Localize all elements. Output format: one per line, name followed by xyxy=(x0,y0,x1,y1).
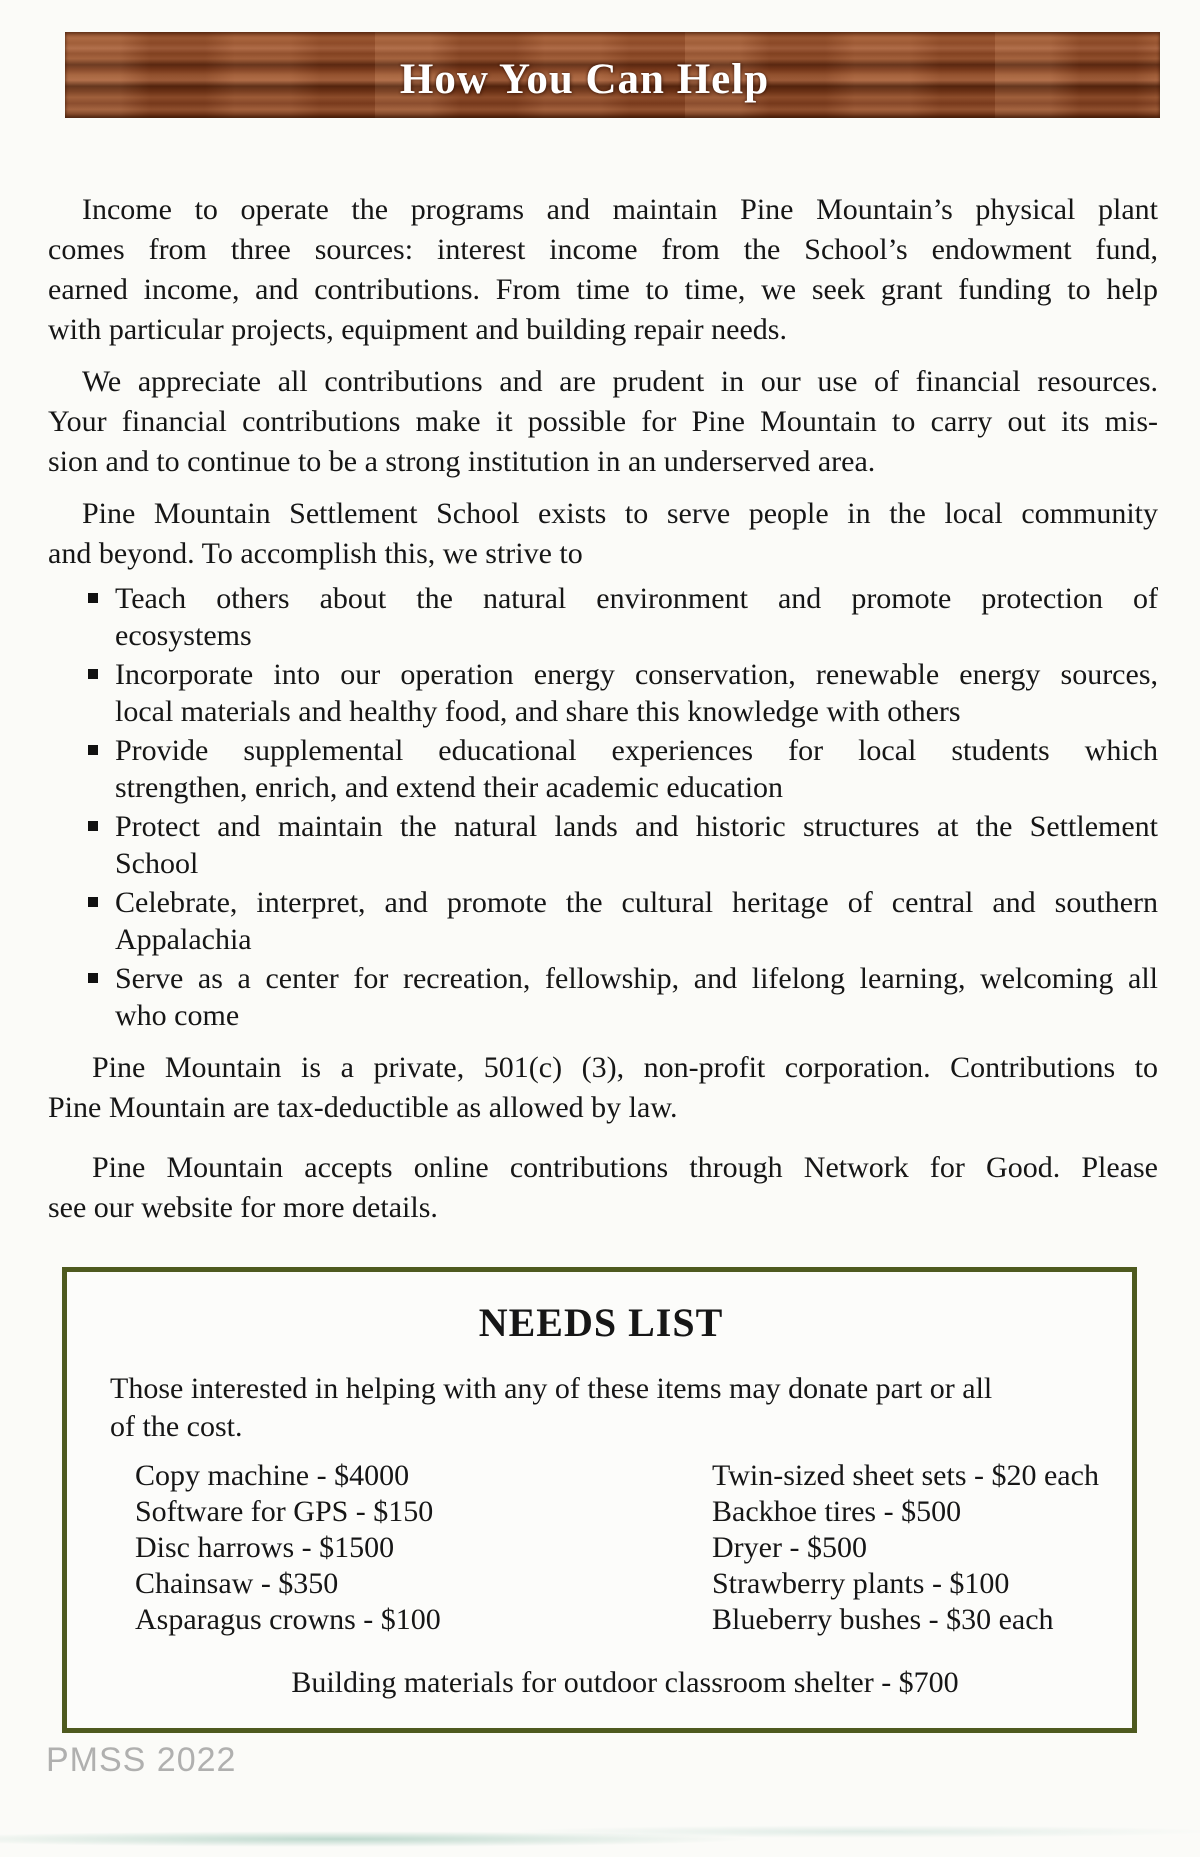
text-line: Those interested in helping with any of these items may donate part or all xyxy=(110,1372,993,1405)
text-line: strengthen, enrich, and extend their academic education xyxy=(115,771,784,804)
needs-item: Dryer - $500 xyxy=(712,1531,867,1564)
square-bullet-icon xyxy=(88,821,98,831)
text-line: earned income, and contributions. From time to time, we seek grant funding to help xyxy=(48,273,1158,306)
mission-bullet-list xyxy=(48,580,1158,1034)
needs-list-columns xyxy=(110,1458,1099,1638)
text-line: Pine Mountain Settlement School exists to serve people in the local community xyxy=(82,497,1158,530)
text-line: Celebrate, interpret, and promote the cultural heritage of central and southern xyxy=(115,886,1158,919)
paragraph-mission-intro xyxy=(48,494,1158,574)
needs-list-right-column xyxy=(712,1458,1099,1638)
square-bullet-icon xyxy=(88,669,98,679)
bullet-text xyxy=(115,808,1158,882)
needs-list-footer-item: Building materials for outdoor classroom shelter - $700 xyxy=(291,1666,959,1699)
square-bullet-icon xyxy=(88,745,98,755)
text-line: Pine Mountain accepts online contributions through Network for Good. Please xyxy=(92,1151,1158,1184)
text-line: Serve as a center for recreation, fellowship, and lifelong learning, welcoming all xyxy=(115,962,1158,995)
text-line: Your financial contributions make it possible for Pine Mountain to carry out its mis- xyxy=(48,405,1158,438)
text-line: Provide supplemental educational experiences for local students which xyxy=(115,734,1158,767)
needs-item: Copy machine - $4000 xyxy=(135,1459,410,1492)
square-bullet-icon xyxy=(88,973,98,983)
text-line: local materials and healthy food, and share this knowledge with others xyxy=(115,695,961,728)
scan-shadow-artifact xyxy=(0,1818,1200,1852)
text-line: ecosystems xyxy=(115,619,252,652)
text-line: Pine Mountain is a private, 501(c) (3), non-profit corporation. Contributions to xyxy=(92,1051,1158,1084)
needs-item: Strawberry plants - $100 xyxy=(712,1567,1010,1600)
bullet-item-incorporate xyxy=(48,656,1158,730)
text-line: Appalachia xyxy=(115,923,252,956)
paragraph-online-giving xyxy=(48,1148,1158,1228)
page-title: How You Can Help xyxy=(399,55,770,103)
bullet-text xyxy=(115,732,1158,806)
bullet-item-teach xyxy=(48,580,1158,654)
watermark-label: PMSS 2022 xyxy=(46,1741,237,1779)
text-line: Income to operate the programs and maintain Pine Mountain’s physical plant xyxy=(82,193,1158,226)
square-bullet-icon xyxy=(88,897,98,907)
text-line: School xyxy=(115,847,199,880)
bullet-text xyxy=(115,656,1158,730)
needs-item: Chainsaw - $350 xyxy=(135,1567,339,1600)
text-line: of the cost. xyxy=(110,1410,243,1443)
text-line: with particular projects, equipment and building repair needs. xyxy=(48,313,787,346)
bullet-item-protect xyxy=(48,808,1158,882)
needs-list-title: NEEDS LIST xyxy=(478,1300,724,1345)
text-line: We appreciate all contributions and are prudent in our use of financial resources. xyxy=(82,365,1158,398)
text-line: Pine Mountain are tax-deductible as allowed by law. xyxy=(48,1091,678,1124)
bullet-text xyxy=(115,960,1158,1034)
needs-list-intro xyxy=(110,1370,1092,1446)
bullet-item-celebrate xyxy=(48,884,1158,958)
bullet-item-serve xyxy=(48,960,1158,1034)
needs-item: Software for GPS - $150 xyxy=(135,1495,434,1528)
paragraph-income-sources xyxy=(48,190,1158,350)
paragraph-nonprofit-status xyxy=(48,1048,1158,1128)
needs-list-left-column xyxy=(135,1458,712,1638)
text-line: comes from three sources: interest income from the School’s endowment fund, xyxy=(48,233,1158,266)
needs-item: Backhoe tires - $500 xyxy=(712,1495,962,1528)
text-line: Teach others about the natural environment and promote protection of xyxy=(115,582,1158,615)
needs-item: Disc harrows - $1500 xyxy=(135,1531,395,1564)
bullet-item-provide xyxy=(48,732,1158,806)
text-line: Incorporate into our operation energy conservation, renewable energy sources, xyxy=(115,658,1158,691)
needs-list-box xyxy=(62,1267,1137,1733)
body-content xyxy=(48,190,1158,1228)
section-banner xyxy=(65,32,1160,118)
needs-item: Blueberry bushes - $30 each xyxy=(712,1603,1054,1636)
text-line: Protect and maintain the natural lands and historic structures at the Settlement xyxy=(115,810,1158,843)
needs-item: Twin-sized sheet sets - $20 each xyxy=(712,1459,1099,1492)
text-line: sion and to continue to be a strong institution in an underserved area. xyxy=(48,445,876,478)
text-line: and beyond. To accomplish this, we strive to xyxy=(48,537,583,570)
bullet-text xyxy=(115,580,1158,654)
bullet-text xyxy=(115,884,1158,958)
paragraph-contributions xyxy=(48,362,1158,482)
text-line: who come xyxy=(115,999,240,1032)
needs-item: Asparagus crowns - $100 xyxy=(135,1603,441,1636)
text-line: see our website for more details. xyxy=(48,1191,438,1224)
square-bullet-icon xyxy=(88,593,98,603)
